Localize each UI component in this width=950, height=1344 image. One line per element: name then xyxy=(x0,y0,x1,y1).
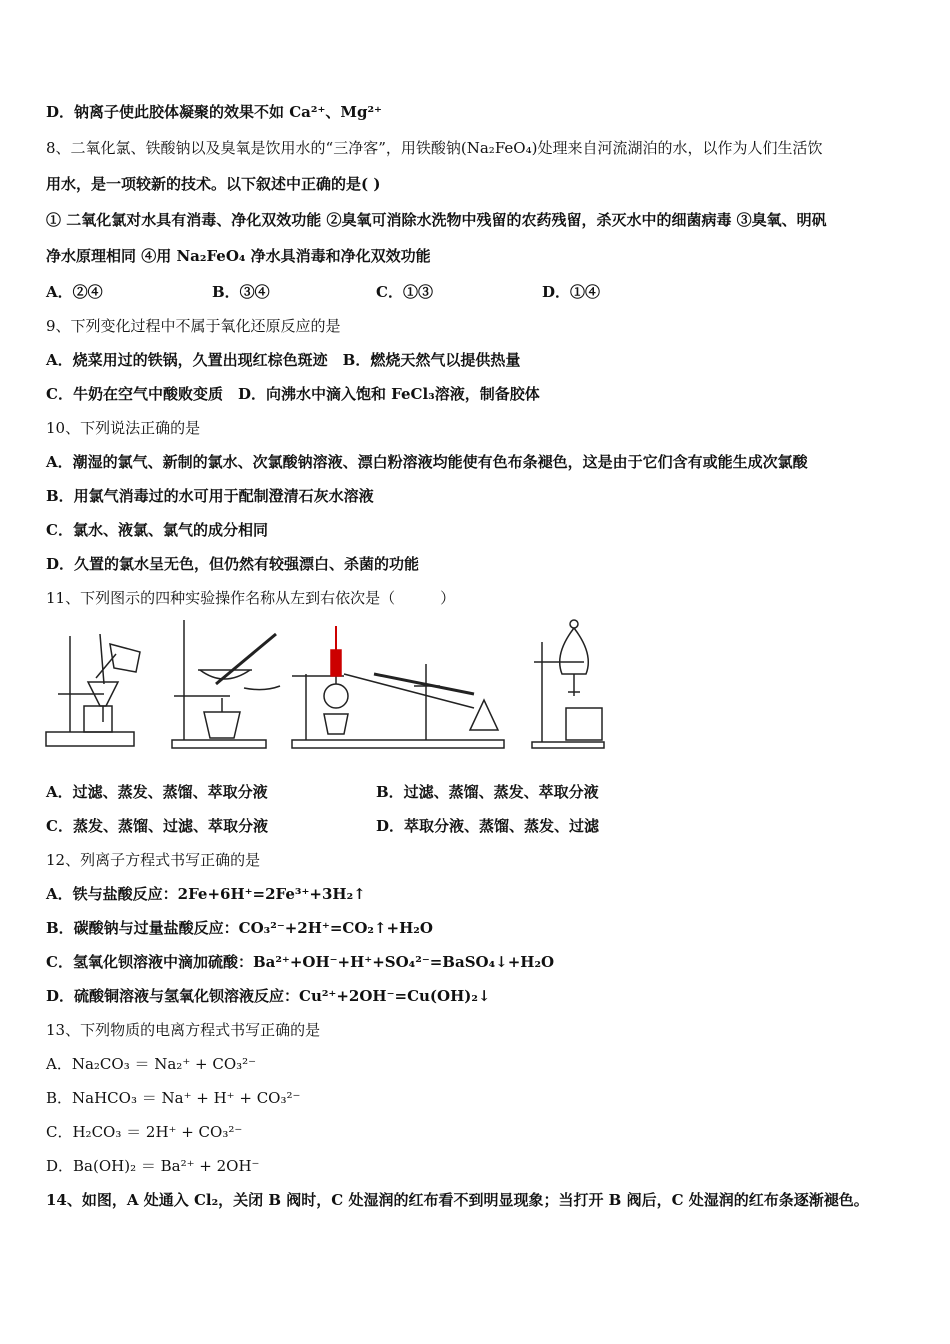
q13-option-c[interactable]: C．H₂CO₃ ＝ 2H⁺ + CO₃²⁻ xyxy=(46,1123,243,1141)
q8-option-b[interactable]: B．③④ xyxy=(212,283,270,301)
q8-option-d[interactable]: D．①④ xyxy=(542,283,601,301)
q10-stem: 10、下列说法正确的是 xyxy=(46,419,201,437)
q10-option-d[interactable]: D．久置的氯水呈无色，但仍然有较强漂白、杀菌的功能 xyxy=(46,555,420,573)
q11-option-c[interactable]: C．蒸发、蒸馏、过滤、萃取分液 xyxy=(46,817,268,835)
q10-option-b[interactable]: B．用氯气消毒过的水可用于配制澄清石灰水溶液 xyxy=(46,487,374,505)
q7-option-d: D．钠离子使此胶体凝聚的效果不如 Ca²⁺、Mg²⁺ xyxy=(46,103,382,121)
q12-option-a[interactable]: A．铁与盐酸反应：2Fe+6H⁺=2Fe³⁺+3H₂↑ xyxy=(46,885,366,903)
distillation-apparatus xyxy=(292,626,504,748)
evaporation-apparatus xyxy=(172,620,280,748)
q8-stem-line2: 用水，是一项较新的技术。以下叙述中正确的是( ) xyxy=(46,175,381,193)
q11-option-a[interactable]: A．过滤、蒸发、蒸馏、萃取分液 xyxy=(46,783,268,801)
q8-stem-line4: 净水原理相同 ④用 Na₂FeO₄ 净水具消毒和净化双效功能 xyxy=(46,247,431,265)
separatory-funnel-apparatus xyxy=(532,620,604,748)
q9-options-cd[interactable]: C．牛奶在空气中酸败变质 D．向沸水中滴入饱和 FeCl₃溶液，制备胶体 xyxy=(46,385,540,403)
q8-stem-line1: 8、二氧化氯、铁酸钠以及臭氧是饮用水的“三净客”，用铁酸钠(Na₂FeO₄)处理来自河流湖泊的水，以作为人们生活饮 xyxy=(46,139,823,157)
q14-stem: 14、如图，A 处通入 Cl₂，关闭 B 阀时，C 处湿润的红布看不到明显现象；当打开 B 阀后，C 处湿润的红布条逐渐褪色。 xyxy=(46,1191,869,1209)
q13-option-a[interactable]: A．Na₂CO₃ ＝ Na₂⁺ + CO₃²⁻ xyxy=(46,1055,257,1073)
q11-stem: 11、下列图示的四种实验操作名称从左到右依次是（ ） xyxy=(46,589,456,607)
q13-stem: 13、下列物质的电离方程式书写正确的是 xyxy=(46,1021,321,1039)
q12-option-b[interactable]: B．碳酸钠与过量盐酸反应：CO₃²⁻+2H⁺=CO₂↑+H₂O xyxy=(46,919,433,937)
q9-stem: 9、下列变化过程中不属于氧化还原反应的是 xyxy=(46,317,341,335)
q8-stem-line3: ① 二氧化氯对水具有消毒、净化双效功能 ②臭氧可消除水洗物中残留的农药残留，杀灭水中的细菌病毒 ③臭氧、明矾 xyxy=(46,211,827,229)
q10-option-a[interactable]: A．潮湿的氯气、新制的氯水、次氯酸钠溶液、漂白粉溶液均能使有色布条褪色，这是由于它们含有或能生成次氯酸 xyxy=(46,453,808,471)
q8-option-c[interactable]: C．①③ xyxy=(376,283,433,301)
q9-options-ab[interactable]: A．烧菜用过的铁锅，久置出现红棕色斑迹 B．燃烧天然气以提供热量 xyxy=(46,351,521,369)
q10-option-c[interactable]: C．氯水、液氯、氯气的成分相同 xyxy=(46,521,268,539)
q11-option-d[interactable]: D．萃取分液、蒸馏、蒸发、过滤 xyxy=(376,817,600,835)
q12-option-c[interactable]: C．氢氧化钡溶液中滴加硫酸：Ba²⁺+OH⁻+H⁺+SO₄²⁻=BaSO₄↓+H₂O xyxy=(46,953,555,971)
q11-option-b[interactable]: B．过滤、蒸馏、蒸发、萃取分液 xyxy=(376,783,599,801)
lab-apparatus-figure xyxy=(44,614,614,754)
q13-option-d[interactable]: D．Ba(OH)₂ ＝ Ba²⁺ + 2OH⁻ xyxy=(46,1157,260,1175)
q12-stem: 12、列离子方程式书写正确的是 xyxy=(46,851,261,869)
q13-option-b[interactable]: B．NaHCO₃ ＝ Na⁺ + H⁺ + CO₃²⁻ xyxy=(46,1089,301,1107)
q8-option-a[interactable]: A．②④ xyxy=(46,283,103,301)
filtration-apparatus xyxy=(46,634,140,746)
q12-option-d[interactable]: D．硫酸铜溶液与氢氧化钡溶液反应：Cu²⁺+2OH⁻=Cu(OH)₂↓ xyxy=(46,987,491,1005)
